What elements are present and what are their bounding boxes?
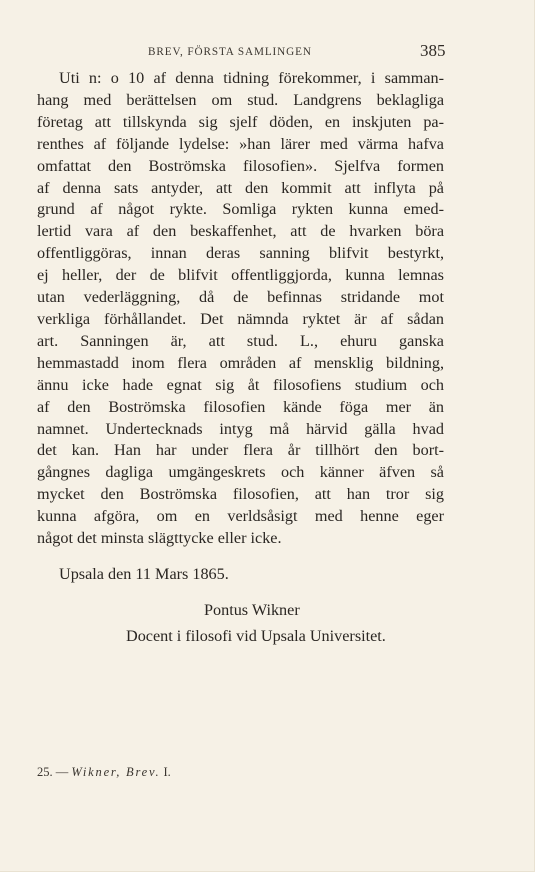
text-line: hang med berättelsen om stud. Landgrens beklagliga	[37, 90, 444, 109]
text-line: kunna afgöra, om en verldsåsigt med henne eger	[37, 507, 444, 526]
sheet-signature	[37, 765, 171, 780]
text-line: företag att tillskynda sig sjelf döden, en inskjuten pa-	[37, 112, 444, 131]
sheet-mark: 25. —	[37, 765, 69, 779]
text-line: det kan. Han har under flera år tillhört den bort-	[37, 441, 444, 460]
text-line: verkliga förhållandet. Det nämnda ryktet är af sådan	[37, 309, 444, 328]
running-head: BREV, FÖRSTA SAMLINGEN	[148, 46, 312, 58]
text-line: af den Boströmska filosofien kände föga mer än	[37, 397, 444, 416]
text-line: ännu icke hade egnat sig åt filosofiens studium och	[37, 375, 444, 394]
text-line: lertid vara af den beskaffenhet, att de hvarken böra	[37, 222, 444, 241]
text-line: hemmastadd inom flera områden af mensklig bildning,	[37, 353, 444, 372]
signature-title: Docent i filosofi vid Upsala Universitet.	[126, 627, 386, 645]
letter-body	[37, 68, 444, 550]
text-line: gångnes dagliga umgängeskrets och känner äfven så	[37, 463, 444, 482]
text-line: ej heller, der de blifvit offentliggjorda, kunna lemnas	[37, 266, 444, 285]
dateline: Upsala den 11 Mars 1865.	[59, 565, 229, 583]
text-line: art. Sanningen är, att stud. L., ehuru ganska	[37, 331, 444, 350]
text-line: utan vederläggning, då de befinnas stridande mot	[37, 288, 444, 307]
text-line: namnet. Undertecknads intyg må härvid gälla hvad	[37, 419, 444, 438]
text-line: omfattat den Boströmska filosofien». Sjelfva formen	[37, 156, 444, 175]
text-line: offentliggöras, innan deras sanning blifvit bestyrkt,	[37, 244, 444, 263]
volume-number: I.	[163, 765, 171, 779]
text-line: Uti n: o 10 af denna tidning förekommer, i samman-	[59, 69, 444, 87]
text-line: något det minsta slägttycke eller icke.	[37, 529, 282, 548]
book-reference: Wikner, Brev.	[71, 765, 161, 779]
text-line: mycket den Boströmska filosofien, att han tror sig	[37, 485, 444, 504]
text-line: af denna sats antyder, att den kommit att inflyta på	[37, 178, 444, 197]
page-number: 385	[420, 41, 446, 60]
signature-name: Pontus Wikner	[204, 601, 300, 619]
text-line: renthes af följande lydelse: »han lärer med värma hafva	[37, 134, 444, 153]
text-line: grund af något rykte. Somliga rykten kunna emed-	[37, 200, 444, 219]
